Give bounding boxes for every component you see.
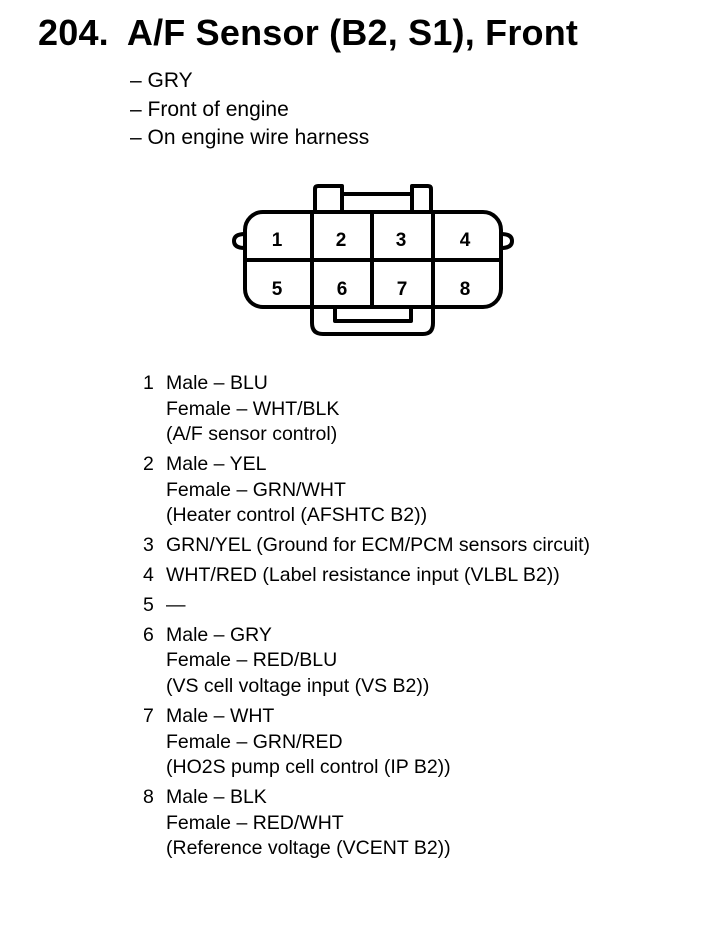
pin-function: (Heater control (AFSHTC B2)): [166, 504, 428, 527]
pin-male-wire: Male – GRY: [166, 623, 272, 646]
pin-label-3: 3: [395, 230, 407, 251]
pin-number: 5: [143, 593, 154, 616]
pin-entry-7: [143, 704, 590, 781]
pin-label-5: 5: [271, 279, 283, 300]
pin-male-wire: Male – BLU: [166, 372, 268, 394]
connector-info: [130, 67, 369, 153]
pin-number: 2: [143, 453, 154, 476]
pin-label-8: 8: [459, 279, 471, 300]
pin-label-2: 2: [335, 230, 347, 251]
section-title: A/F Sensor (B2, S1), Front: [126, 12, 579, 53]
bottom-key-inner: [335, 307, 411, 321]
pin-function: (VS cell voltage input (VS B2)): [166, 675, 430, 698]
pin-female-wire: Female – RED/WHT: [166, 811, 344, 834]
pin-entry-1: [143, 371, 590, 448]
pin-male-wire: Male – YEL: [166, 453, 267, 476]
pin-entry-5: [143, 593, 590, 619]
pin-entry-3: [143, 533, 590, 559]
connector-drawing: [228, 180, 518, 340]
pin-entry-8: [143, 785, 590, 862]
pin-wire-function: GRN/YEL (Ground for ECM/PCM sensors circuit): [166, 534, 591, 557]
pin-list: [143, 371, 590, 866]
pin-label-4: 4: [459, 230, 471, 251]
pin-function: (Reference voltage (VCENT B2)): [166, 837, 451, 860]
pin-female-wire: Female – RED/BLU: [166, 649, 338, 672]
pin-female-wire: Female – GRN/WHT: [166, 478, 346, 501]
pin-number: 3: [143, 534, 154, 557]
pin-male-wire: Male – BLK: [166, 785, 267, 808]
pin-number: 8: [143, 785, 154, 808]
page-title: [38, 12, 578, 54]
pin-number: 6: [143, 623, 154, 646]
pin-function: (HO2S pump cell control (IP B2)): [166, 756, 451, 779]
pin-wire-function: WHT/RED (Label resistance input (VLBL B2)): [166, 564, 560, 587]
pin-entry-2: [143, 452, 590, 529]
pin-number: 7: [143, 704, 154, 727]
info-line-location: – Front of engine: [130, 97, 289, 121]
pin-unused: —: [166, 593, 186, 616]
pin-label-6: 6: [336, 279, 348, 300]
info-line-harness: – On engine wire harness: [130, 126, 370, 149]
section-number: 204.: [38, 12, 109, 53]
pin-female-wire: Female – WHT/BLK: [166, 397, 340, 420]
pin-number: 1: [143, 372, 154, 394]
pin-label-7: 7: [396, 279, 408, 300]
info-line-color: – GRY: [130, 69, 193, 92]
pin-entry-4: [143, 563, 590, 589]
pin-female-wire: Female – GRN/RED: [166, 730, 343, 753]
pin-male-wire: Male – WHT: [166, 704, 275, 727]
pin-label-1: 1: [271, 230, 283, 251]
pin-entry-6: [143, 623, 590, 700]
pin-function: (A/F sensor control): [166, 423, 338, 446]
connector-diagram: [228, 180, 518, 345]
pin-number: 4: [143, 564, 154, 587]
